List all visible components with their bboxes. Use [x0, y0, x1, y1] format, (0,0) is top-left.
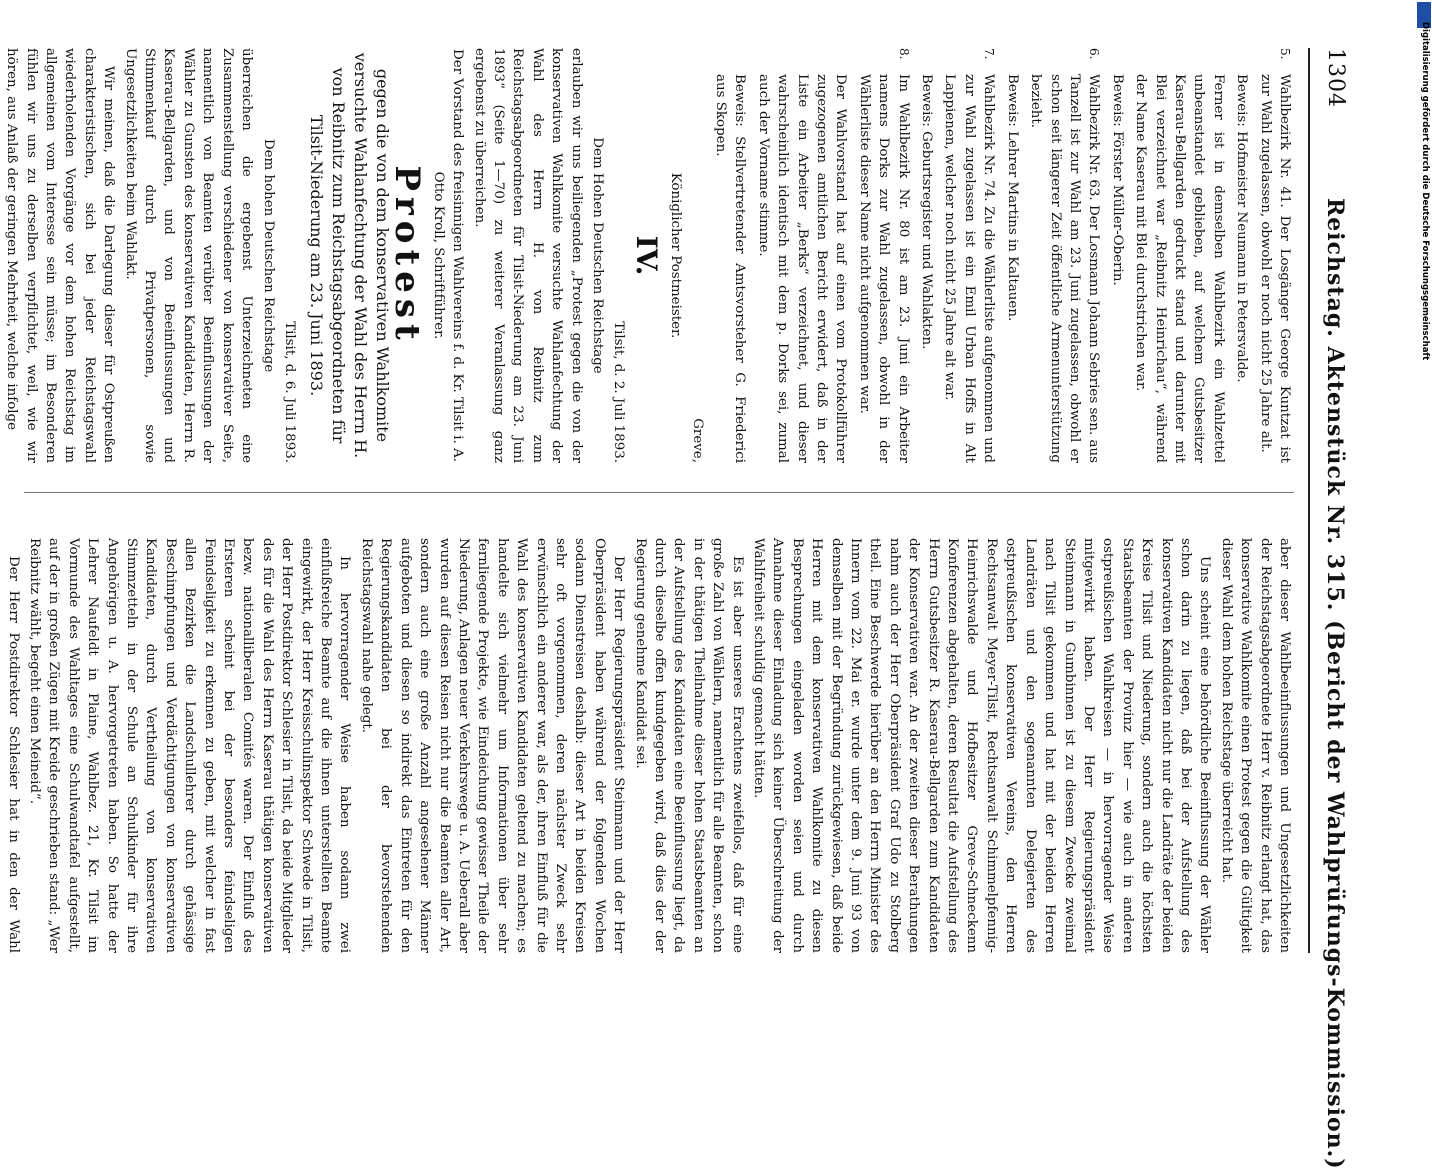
body-paragraph: Wir meinen, daß die Darlegung dieser für Ostpreußen charakteristischen, sich bei jeder Reichstagswahl wiederholenden Vorgänge vor dem hohen Reichstag im allgemeinen vom Interesse sein müsse; im Besonderen fühlen wir uns zu derselben verpflichtet, weil, wie wir hören, aus Anlaß der geringen Mehrheit, welche infolge — [4, 48, 117, 463]
entry-text: Ferner ist in demselben Wahlbezirk ein Wahlzettel unbeanstandet geblieben, auf welchem Gutsbesitzer Kaserau-Bellgarden gedruckt stand und darunter mit Blei verzeichnet war „Reibnitz Heinrichau“, während der Name Kaserau mit Blei durchstrichen war. — [1133, 74, 1226, 463]
entry-text: Der Wahlvorstand hat auf einen vom Protokollführer zugezogenen amtlichen Bericht erwidert, daß in der Liste ein Arbeiter „Berks“ verzeichnet, und dieser wahrscheinlich identisch mit dem p. Dorks sei, zumal auch der Vorname stimme. — [755, 74, 849, 463]
address-line: Dem Hohen Deutschen Reichstage — [590, 137, 605, 374]
section-numeral: IV. — [629, 235, 663, 276]
list-item — [1026, 48, 1104, 463]
signature-title: Königlicher Postmeister. — [668, 172, 684, 339]
dateline: Tilsit, d. 6. Juli 1893. — [281, 321, 297, 463]
protest-title: Protest — [387, 165, 428, 346]
list-item — [1131, 48, 1228, 463]
entry-text: Im Wahlbezirk Nr. 80 ist am 23. Juni ein Arbeiter namens Dorks zur Wahl zugelassen, obwohl in der Wählerliste dieser Name nicht aufgenommen war. — [856, 74, 911, 463]
entry-text: Beweis: Geburtsregister und Wahlakten. — [919, 74, 935, 350]
entry-number: 8. — [896, 48, 911, 60]
address-line: Dem hohen Deutschen Reichstage — [260, 138, 276, 373]
entry-number: 5. — [1278, 48, 1292, 60]
body-paragraph: Es ist aber unseres Erachtens zweifellos, daß für eine große Zahl von Wählern, namentlich für alle Beamten, schon in der thätigen Theilnahme dieser hohen Staatsbeamten an der Aufstellung des Kandidaten eine Beeinflussung liegt, da durch dieselbe offen kundgegeben wird, daß dies der der Regierung genehme Kandidat sei. — [632, 538, 745, 953]
digitization-note — [1418, 12, 1430, 982]
list-item — [1255, 48, 1294, 463]
list-item — [753, 48, 850, 463]
page-number: 1304 — [1323, 48, 1348, 108]
entry-text: Beweis: Förster Müller-Oberin. — [1109, 74, 1125, 286]
rotated-document-page — [0, 18, 1390, 1170]
list-item — [1002, 48, 1021, 463]
body-paragraph: aber dieser Wahlbeeinflussungen und Ungesetzlichkeiten der Reichstagsabgeordnete Herr v. Reibnitz erlangt hat, das konservative Wahlkomite einen Protest gegen die Gültigkeit dieser Wahl dem hohen Reichstage überreicht hat. — [1218, 538, 1292, 953]
page-header — [1308, 48, 1350, 1170]
entry-text: Beweis: Hofmeister Neumann in Petersvalde. — [1234, 74, 1250, 383]
signature-block: Der Vorstand des freisinnigen Wahlvereins f. d. Kr. Tilsit i. A. Otto Kroll, Schriftführer. — [430, 48, 466, 463]
right-column — [5, 538, 1294, 953]
body-paragraph: überreichen die ergebenst Unterzeichneten eine Zusammenstellung verschiedener von konservativer Seite, namentlich von Beamten verübter Beeinflussungen der Wähler zu Gunsten des konservativen Kandidaten, Herrn R. Kaserau-Bellgarden, und von Beeinflussungen und Stimmenkauf durch Privatpersonen, sowie Ungesetzlichkeiten beim Wahlakt. — [122, 48, 255, 463]
entry-text: Wahlbezirk Nr. 74. Zu die Wählerliste aufgenommen und zur Wahl zugelassen ist ein Emil Urban Hoffs in Alt Lappienen, welcher noch nicht 25 Jahre alt war. — [942, 74, 997, 463]
entry-number: 7. — [982, 48, 997, 60]
entry-text: Wahlbezirk Nr. 41. Der Losgänger George Kuntzat ist zur Wahl zugelassen, obwohl er noch nicht 25 Jahre alt. — [1257, 74, 1292, 463]
protest-subtitle: gegen die von dem konservativen Wahlkomite versuchte Wahlanfechtung der Wahl des Herrn H. von Reibnitz zum Reichstagsabgeordneten für Tilsit-Niederung am 23. Juni 1893. — [306, 52, 392, 459]
body-paragraph: Der Herr Regierungspräsident Steinmann und der Herr Oberpräsident haben während der folgenden Wochen sodann Dienstreisen deshalb: dieser Art in beiden Kreisen sehr oft vorgenommen, deren nächster Zweck sehr erwünschlich ein anderer war, als der, ihren Einfluß für die Wahl des konservativen Kandidaten geltend zu machen; es handelte sich vielmehr um Informationen über sehr fernliegende Projekte, wie Eindeichung gewisser Theile der Niederung, Anlagen neuer Verkehrswege u. A. Ueberall aber wurden auf diesen Reisen nicht nur die Beamten aller Art, sondern auch eine große Anzahl angesehener Männer aufgeboten und diesen so indirekt das Eintreten für den Regierungskandidaten bei der bevorstehenden Reichstagswahl nahe gelegt. — [358, 538, 627, 953]
signature-name: Greve, — [689, 418, 705, 463]
list-item — [1232, 48, 1251, 463]
body-paragraph: Der Herr Postdirektor Schlesier hat in den der Wahl — [5, 556, 21, 953]
list-item — [940, 48, 998, 463]
entry-text: Wahlbezirk Nr. 63. Der Losmann Johann Sebries sen. aus Tanzell ist zur Wahl am 23. Juni zugelassen, obwohl er schon seit längerer Zeit öffentliche Armenunterstützung bezieht. — [1028, 74, 1102, 463]
body-paragraph: Uns scheint eine behördliche Beeinflussung der Wähler schon darin zu liegen, daß bei der Aufstellung des konservativen Kandidaten nicht nur die Landräte der beiden Kreise Tilsit und Niederung, sondern auch die höchsten Staatsbeamten der Provinz hier — wie auch in anderen ostpreußischen Wahlkreisen — in hervorragender Weise mitgewirkt haben. Der Herr Regierungspräsident Steinmann in Gumbinnen ist zu diesem Zwecke zweimal nach Tilsit gekommen und hat mit der beiden Herren Landräten und den sogenannten Delegierten des ostpreußischen konservativen Vereins, den Herren Rechtsanwalt Meyer-Tilsit, Rechtsanwalt Schimmelpfennig-Heinrichswalde und Hofbesitzer Greve-Schneckenn Konferenzen abgehalten, deren Resultat die Aufstellung des Herrn Gutsbesitzer R. Kaserau-Bellgarden zum Kandidaten der Konservativen war. An der zweiten dieser Berathungen nahm auch der Herr Oberpräsident Graf Udo zu Stolberg theil. Eine Beschwerde hierüber an den Herrn Minister des Innern vom 22. Mai er. wurde unter dem 9. Juni 93 von demselben mit der Begründung zurückgewiesen, daß beide Herren mit dem konservativen Wahlkomite zu diesen Besprechungen eingeladen worden seien und durch Annahme dieser Einladung sich keiner Überschreitung der Wahlfreiheit schuldig gemacht hätten. — [751, 538, 1213, 953]
list-item — [711, 48, 750, 463]
digitization-note-text: Digitalisierung gefördert durch die Deutsche Forschungsgemeinschaft — [1420, 22, 1430, 361]
dateline: Tilsit, d. 2. Juli 1893. — [611, 321, 627, 463]
entry-number: 6. — [1087, 48, 1102, 60]
entry-text: Beweis: Stellvertretender Amtsvorsteher G. Friederici aus Skopen. — [713, 74, 748, 463]
left-column — [4, 48, 1294, 463]
list-item — [854, 48, 912, 463]
running-title: Reichstag. Aktenstück Nr. 315. (Bericht der Wahlprüfungs-Kommission.) — [1322, 198, 1348, 1170]
list-item — [1107, 48, 1126, 463]
body-paragraph: erlauben wir uns beiliegenden „Protest gegen die von der konservativen Wahlkomite versuchte Wahlanfechtung der Wahl des Herrn H. von Reibnitz zum Reichstagsabgeordneten für Tilsit-Niederung am 23. Juni 1893“ (Seite 1—70) zu weiterer Veranlassung ganz ergebenst zu überreichen. — [471, 48, 584, 463]
body-paragraph: In hervorragender Weise haben sodann zwei einflußreiche Beamte auf die ihnen unterstellten Beamte eingewirkt, der Herr Kreisschulinspektor Schwede in Tilsit, der Herr Postdirektor Schlesier in Tilsit, da beide Mitglieder des für die Wahl des Herrn Kaserau thätigen konservativen bezw. nationalliberalen Comités waren. Der Einfluß des Ersteren scheint bei der besonders feindseligen Feindseligkeit zu erkennen zu geben, mit welcher in fast allen Bezirken die Landschullehrer durch gehässige Beschimpfungen und Verdächtigungen von konservativen Kandidaten, durch Vertheilung von konservativen Stimmzetteln in der Schule an Schulkinder für ihre Angehörigen u. A. hervorgetreten haben. So hatte der Lehrer Naufeldt in Plaine, Wahlbez. 21, Kr. Tilsit im Vormunde des Wahltages eine Schulwandtafel aufgestellt, auf der in großen Zügen mit Kreide geschrieben stand: „Wer Reibnitz wählt, begeht einen Meineid“. — [27, 538, 353, 953]
entry-text: Beweis: Lehrer Martins in Kaltauen. — [1004, 74, 1020, 322]
column-divider — [24, 492, 1294, 493]
list-item — [917, 48, 936, 463]
